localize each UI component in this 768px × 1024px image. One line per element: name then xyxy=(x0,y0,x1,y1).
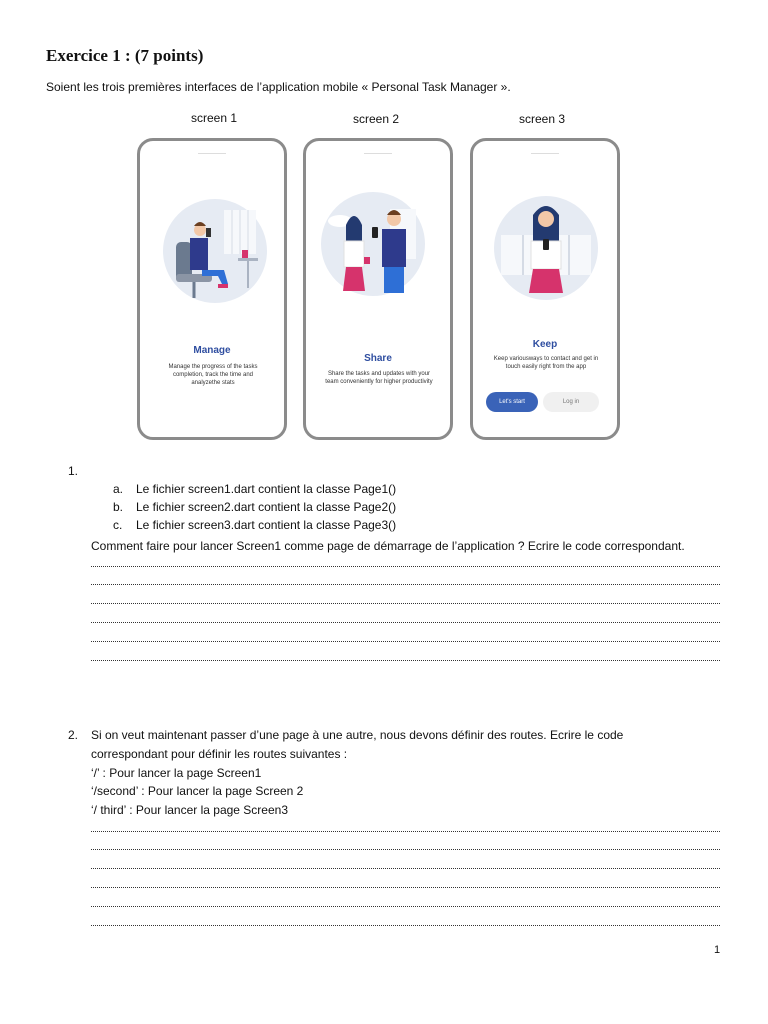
phone-notch xyxy=(531,153,559,154)
answer-line xyxy=(91,603,720,605)
woman-with-phone-illustration xyxy=(493,195,599,301)
route-1: ‘/’ : Pour lancer la page Screen1 xyxy=(91,766,262,780)
person-sitting-illustration xyxy=(162,198,268,304)
screen-2-description: Share the tasks and updates with your team conveniently for higher productivity xyxy=(325,371,433,385)
answer-line xyxy=(91,906,720,908)
phone-screen-1 xyxy=(137,138,287,440)
phone-notch xyxy=(364,153,392,154)
answer-line xyxy=(91,831,720,833)
screen-1-description: Manage the progress of the tasks completion, track the time and analyzethe stats xyxy=(168,364,258,386)
item-text: Le fichier screen2.dart contient la classe Page2() xyxy=(136,500,397,514)
phone-screen-2 xyxy=(303,138,453,440)
answer-line xyxy=(91,641,720,643)
route-2: ‘/second’ : Pour lancer la page Screen 2 xyxy=(91,784,304,798)
item-text: Le fichier screen1.dart contient la classe Page1() xyxy=(136,482,397,496)
answer-line xyxy=(91,925,720,927)
item-text: Le fichier screen3.dart contient la classe Page3() xyxy=(136,518,397,532)
screen-3-heading: Keep xyxy=(532,339,558,350)
two-people-sharing-illustration xyxy=(320,191,426,297)
screen-1-heading: Manage xyxy=(193,345,231,356)
answer-line xyxy=(91,660,720,662)
question-1-item-c xyxy=(113,518,396,532)
question-2-number: 2. xyxy=(68,728,79,742)
screen-3-label: screen 3 xyxy=(518,112,566,126)
page-number: 1 xyxy=(714,944,721,956)
intro-text: Soient les trois premières interfaces de l’application mobile « Personal Task Manager ». xyxy=(46,80,511,94)
item-letter: a. xyxy=(113,482,124,496)
question-1-text: Comment faire pour lancer Screen1 comme page de démarrage de l’application ? Ecrire le code correspondant. xyxy=(91,539,685,553)
answer-line xyxy=(91,887,720,889)
answer-line xyxy=(91,622,720,624)
question-1-number: 1. xyxy=(68,464,79,478)
answer-line xyxy=(91,868,720,870)
item-letter: b. xyxy=(113,500,124,514)
screen-2-label: screen 2 xyxy=(352,112,400,126)
lets-start-button[interactable]: Let's start xyxy=(486,392,538,412)
route-3: ‘/ third’ : Pour lancer la page Screen3 xyxy=(91,803,288,817)
question-2-line-2: correspondant pour définir les routes suivantes : xyxy=(91,747,348,761)
screen-2-heading: Share xyxy=(364,353,392,364)
question-2-line-1: Si on veut maintenant passer d’une page à une autre, nous devons définir des routes. Ecrire le code xyxy=(91,728,624,742)
answer-line xyxy=(91,566,720,568)
answer-line xyxy=(91,584,720,586)
exercise-title: Exercice 1 : (7 points) xyxy=(46,46,204,65)
answer-line xyxy=(91,849,720,851)
question-1-item-a xyxy=(113,482,396,496)
question-1-item-b xyxy=(113,500,396,514)
phone-screen-3 xyxy=(470,138,620,440)
screen-1-label: screen 1 xyxy=(190,111,238,125)
screen-3-description: Keep variousways to contact and get in touch easily right from the app xyxy=(493,356,599,370)
item-letter: c. xyxy=(113,518,123,532)
log-in-button[interactable]: Log in xyxy=(543,392,599,412)
phone-notch xyxy=(198,153,226,154)
